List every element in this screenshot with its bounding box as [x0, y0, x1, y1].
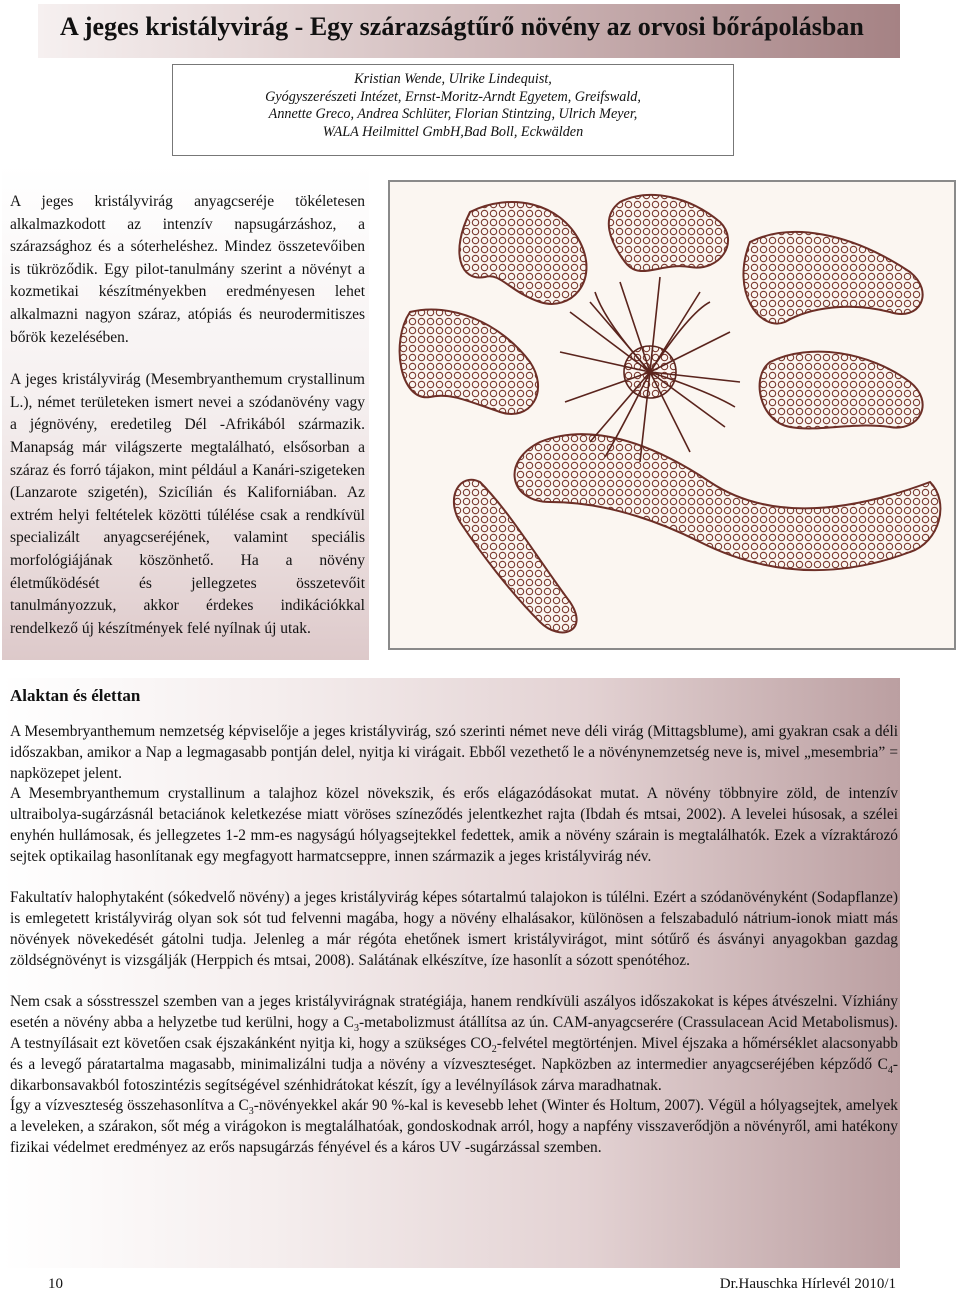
body-paragraph	[10, 1096, 898, 1158]
leaf-right	[760, 352, 923, 429]
body-paragraph: A Mesembryanthemum nemzetség képviselője a jeges kristályvirág, szó szerinti német neve déli virág (Mittagsblume), ami gyakran csak a déli időszakban, amikor a Nap a legmagasabb pontján delel, nyitja ki virágait. Ebből vezethető le a növénynemzetség neve is, mivel „mesembria” = napközepet jelent.	[10, 723, 898, 782]
subscript: 2	[491, 1044, 497, 1056]
author-line: WALA Heilmittel GmbH,Bad Boll, Eckwälden	[322, 123, 584, 140]
intro-panel	[2, 165, 369, 660]
ice-plant-illustration	[388, 180, 956, 650]
author-line: Gyógyszerészeti Intézet, Ernst-Moritz-Arndt Egyetem, Greifswald,	[265, 88, 641, 105]
subscript: 4	[887, 1064, 893, 1076]
text-run: Nem csak a sósstresszel szemben van a jeges kristályvirágnak stratégiája, hanem rendkívüli aszályos időszakokat is képes átvészelni. Vízhiány esetén a növény abba a helyzetbe tud kerülni, hogy a C	[10, 993, 898, 1032]
text-run: -dikarbonsavakból fotoszintézis segítségével szénhidrátokat készít, így a levélnyílások zárva maradhatnak.	[10, 1055, 898, 1094]
subscript: 3	[248, 1106, 254, 1118]
section-text	[10, 722, 898, 1159]
text-run: -felvétel megtörténjen. Mivel éjszaka a hőmérséklet alacsonyabb és a levegő páratartalma magasabb, minimalizálni tudja a növény a vízveszteséget. Napközben az intermedier anyagcseréjében képződő C	[10, 1034, 898, 1073]
intro-text	[10, 191, 365, 640]
text-run: -növényekkel akár 90 %-kal is kevesebb lehet (Winter és Holtum, 2007). Végül a hólyagsejtek, amelyek a leveleken, a szárakon, sőt még a virágokon is megtalálhatóak, gondoskodnak arról, hogy a napfény visszaverődjön a növényről, ami hatékony fizikai védelmet eredményez az erős napsugárzás fényével és a káros UV -sugárzással szemben.	[10, 1097, 898, 1156]
author-line: Annette Greco, Andrea Schlüter, Florian Stintzing, Ulrich Meyer,	[268, 106, 638, 122]
ice-plant-drawing	[390, 182, 954, 648]
text-run: Így a vízveszteség összehasonlítva a C	[10, 1097, 249, 1115]
leaf-left	[400, 309, 538, 414]
main-section	[2, 678, 900, 1268]
leaf-top-right	[743, 232, 922, 324]
leaf-top-left	[459, 202, 586, 304]
page-title: A jeges kristályvirág - Egy szárazságtűrő növény az orvosi bőrápolásban	[60, 12, 864, 41]
body-paragraph	[10, 992, 898, 1096]
authors-box	[172, 64, 734, 156]
intro-paragraph: A jeges kristályvirág anyagcseréje tökéletesen alkalmazkodott az intenzív napsugárzáshoz, a szárazsághoz és a sóterheléshez. Mindez összetevőiben is tükröződik. Egy pilot-tanulmány szerint a növényt a kozmetikai készítményekben eredményesen lehet alkalmazni nagyon száraz, atópiás és neurodermitiszes bőrök kezelésében.	[10, 193, 365, 346]
section-heading: Alaktan és élettan	[10, 686, 141, 705]
subscript: 3	[353, 1023, 359, 1035]
author-line: Kristian Wende, Ulrike Lindequist,	[354, 71, 552, 87]
publication-name: Dr.Hauschka Hírlevél 2010/1	[719, 1276, 896, 1292]
body-paragraph: A Mesembryanthemum crystallinum a talajhoz közel növekszik, és erős elágazódásokat mutat. A növény többnyire zöld, de intenzív ultraibolya-sugárzásnál betaciánok keletkezése miatt vöröses színeződés jelentkezhet rajta (Ibdah és mtsai, 2002). A levelei húsosak, a szélei enyhén hullámosak, és jellegzetes 1-2 mm-es nagyságú hólyagsejtekkel fedettek, amik a növény szárain is megtalálhatók. Ezek a vízraktározó sejtek optikailag hasonlítanak egy megfagyott harmatcseppre, innen származik a jeges kristályvirág név.	[10, 785, 898, 865]
intro-paragraph: A jeges kristályvirág (Mesembryanthemum crystallinum L.), német területeken ismert nevei a szódanövény vagy a jégnövény, eredetileg Dél -Afrikából származik. Manapság már világszerte megtalálható, elsősorban a száraz és forró tájakon, mint például a Kanári-szigeteken (Lanzarote szigetén), Szicílián és Kaliforniában. Az extrém helyi feltételek közötti túlélése csak a rendkívül specializált anyagcseréjének, valamint speciális morfológiájának köszönhető. Ha a növény életműködését és jellegzetes összetevőit tanulmányozzuk, akkor érdekes indikációkkal rendelkező új készítmények felé nyílnak új utak.	[10, 371, 365, 637]
title-bar	[38, 4, 900, 58]
stem-lower	[515, 434, 941, 570]
text-run: -metabolizmust átállítsa az ún. CAM-anyagcserére (Crassulacean Acid Metabolismus). A testnyílásait ezt követően csak éjszakánként nyitja ki, hogy a szükséges CO	[10, 1014, 898, 1052]
page-number: 10	[48, 1276, 63, 1292]
body-paragraph: Fakultatív halophytaként (sókedvelő növény) a jeges kristályvirág képes sótartalmú talajokon is túlélni. Ezért a szódanövényként (Sodapflanze) is emlegetett kristályvirág olyan sok sót tud felvenni magába, hogy a növény elhalásakor, különösen a felszabaduló nátrium-ionok miatt más növények növekedését gátolni tudja. Jelenleg a már régóta ehetőnek ismert kristályvirágot, mint sótűrő és ásványi anyagokban gazdag zöldségnövényt is vizsgálják (Herppich és mtsai, 2008). Salátának elkészítve, íze hasonlít a sózott spenótéhoz.	[10, 889, 898, 969]
leaf-top	[609, 195, 728, 271]
